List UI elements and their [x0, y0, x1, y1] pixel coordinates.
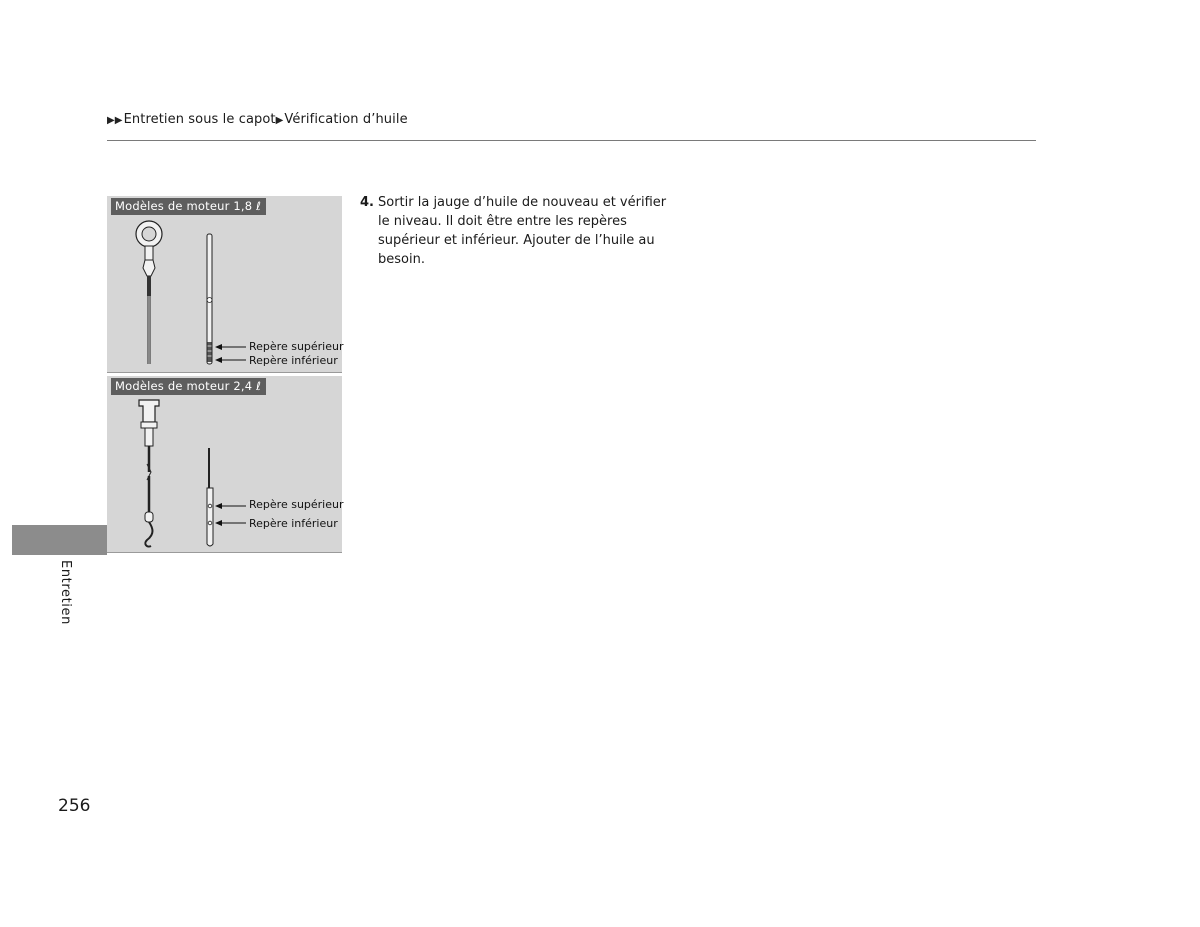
chapter-label: Entretien	[58, 560, 73, 625]
instruction-step-4	[360, 193, 680, 269]
upper-mark-label: Repère supérieur	[249, 340, 344, 353]
breadcrumb	[107, 112, 408, 127]
breadcrumb-page: Vérification d’huile	[284, 112, 408, 127]
triangle-right-icon: ▶	[275, 115, 284, 126]
lower-mark-label: Repère inférieur	[249, 517, 338, 530]
lower-mark-label: Repère inférieur	[249, 354, 338, 367]
page-number: 256	[58, 796, 91, 816]
triangle-right-icon: ▶▶	[107, 115, 123, 126]
figure-label: Modèles de moteur 2,4 ℓ	[111, 378, 266, 395]
figure-label: Modèles de moteur 1,8 ℓ	[111, 198, 266, 215]
upper-mark-label: Repère supérieur	[249, 498, 344, 511]
breadcrumb-section: Entretien sous le capot	[123, 112, 276, 127]
step-text: Sortir la jauge d’huile de nouveau et vérifier le niveau. Il doit être entre les repères supérieur et inférieur. Ajouter de l’huile au besoin.	[378, 195, 667, 267]
dipstick-figure-1-8	[107, 196, 342, 373]
header-rule	[107, 140, 1036, 141]
step-number: 4.	[360, 195, 374, 210]
chapter-tab	[12, 525, 107, 555]
dipstick-figure-2-4	[107, 376, 342, 553]
